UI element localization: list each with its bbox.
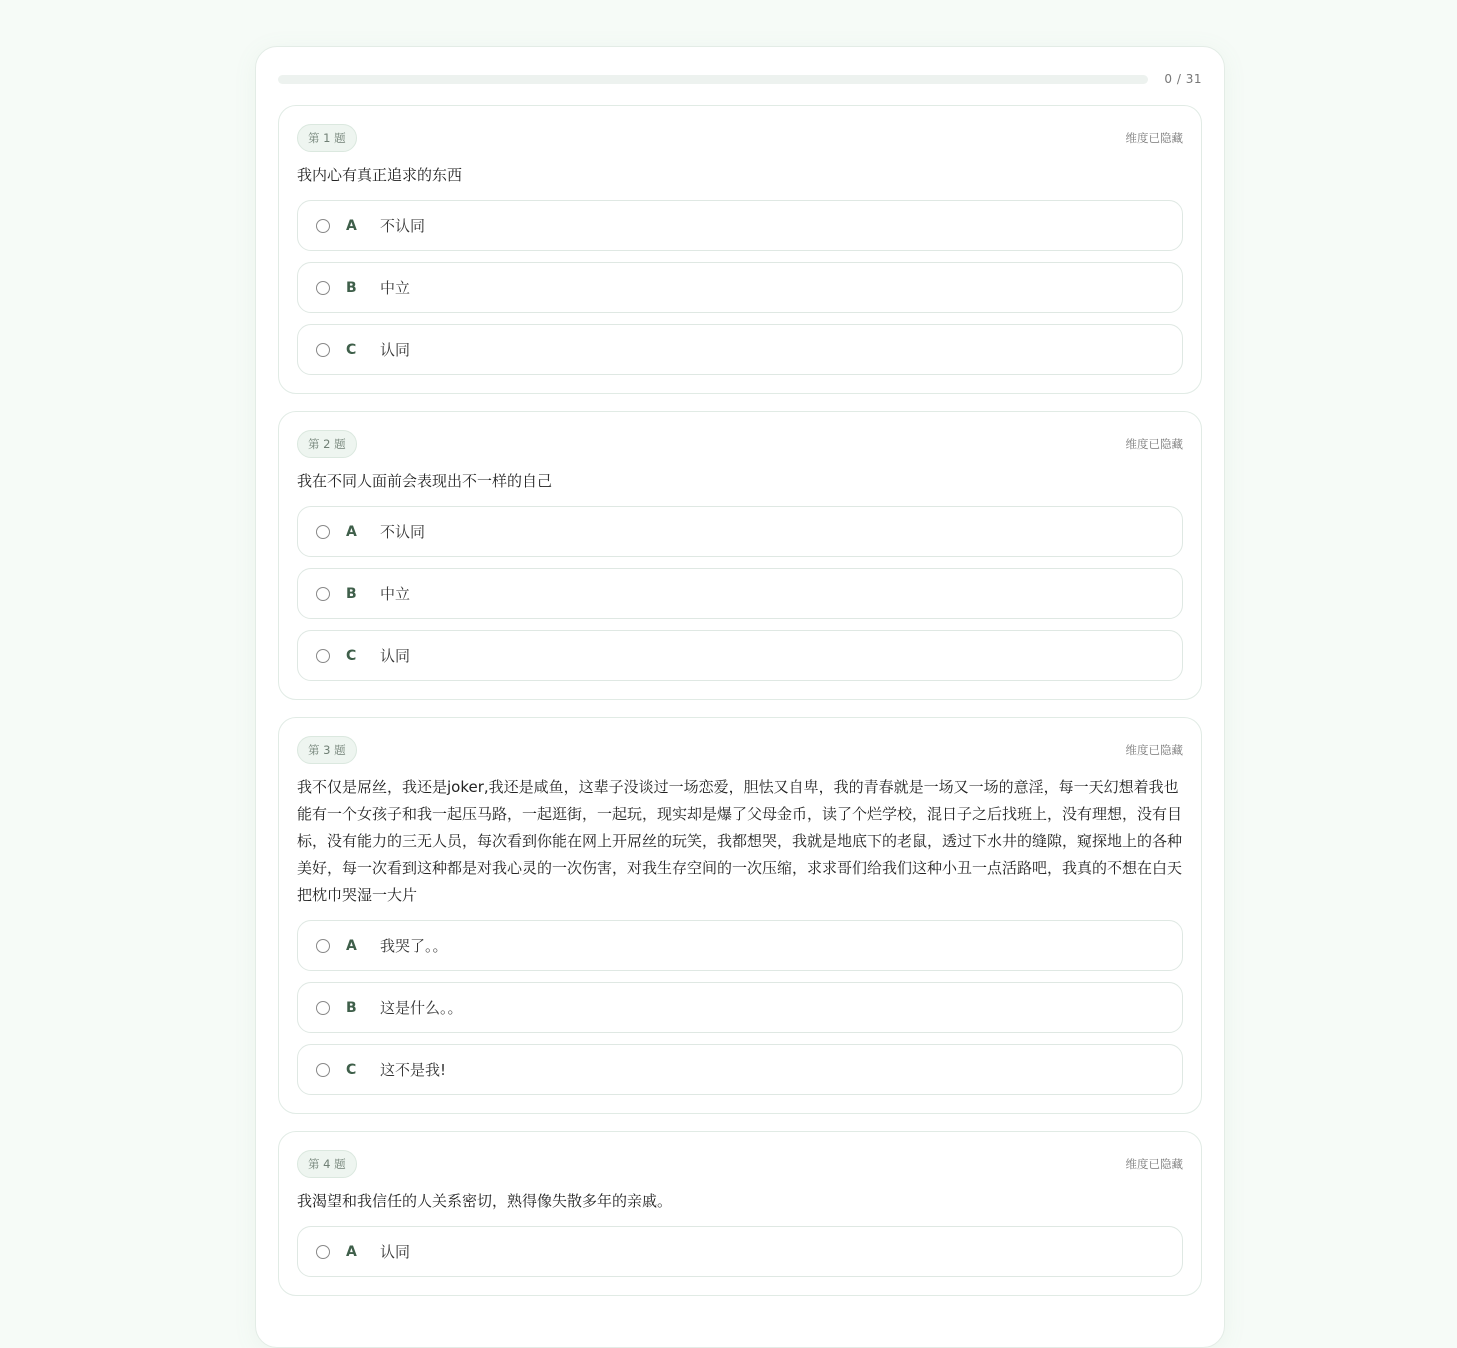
question-text: 我渴望和我信任的人关系密切，熟得像失散多年的亲戚。 — [297, 1192, 673, 1210]
option-list — [297, 1226, 1183, 1277]
option-c[interactable] — [297, 1044, 1183, 1095]
progress-row — [278, 69, 1202, 89]
progress-text: 0 / 31 — [1164, 72, 1202, 86]
radio-icon[interactable] — [316, 281, 330, 295]
option-letter: A — [346, 217, 357, 234]
option-label: 认同 — [380, 647, 411, 665]
option-label: 认同 — [380, 1243, 411, 1261]
option-label: 中立 — [380, 585, 411, 603]
option-b[interactable] — [297, 982, 1183, 1033]
option-label: 我哭了。。 — [380, 937, 448, 955]
question-card — [278, 1131, 1202, 1296]
dimension-hidden-label: 维度已隐藏 — [1125, 743, 1183, 757]
option-label: 中立 — [380, 279, 411, 297]
option-letter: A — [346, 523, 357, 540]
option-label: 这是什么。。 — [380, 999, 463, 1017]
option-b[interactable] — [297, 262, 1183, 313]
option-label: 不认同 — [380, 523, 426, 541]
radio-icon[interactable] — [316, 525, 330, 539]
option-list — [297, 200, 1183, 375]
question-text: 我不仅是屌丝，我还是joker,我还是咸鱼，这辈子没谈过一场恋爱，胆怯又自卑，我的青春就是一场又一场的意淫，每一天幻想着我也能有一个女孩子和我一起压马路，一起逛街，一起玩，现实却是爆了父母金币，读了个烂学校，混日子之后找班上，没有理想，没有目标，没有能力的三无人员，每次看到你能在网上开屌丝的玩笑，我都想哭，我就是地底下的老鼠，透过下水井的缝隙，窥探地上的各种美好，每一次看到这种都是对我心灵的一次伤害，对我生存空间的一次压缩，求求哥们给我们这种小丑一点活路吧，我真的不想在白天把枕巾哭湿一大片 — [297, 778, 1183, 904]
question-header — [297, 1150, 1183, 1178]
option-letter: C — [346, 647, 357, 664]
question-number-tag: 第 4 题 — [297, 1150, 357, 1178]
option-a[interactable] — [297, 1226, 1183, 1277]
dimension-hidden-label: 维度已隐藏 — [1125, 1157, 1183, 1171]
question-header — [297, 736, 1183, 764]
question-header — [297, 430, 1183, 458]
question-card — [278, 411, 1202, 700]
option-list — [297, 920, 1183, 1095]
option-c[interactable] — [297, 630, 1183, 681]
quiz-container — [255, 46, 1225, 1348]
option-c[interactable] — [297, 324, 1183, 375]
radio-icon[interactable] — [316, 1063, 330, 1077]
radio-icon[interactable] — [316, 219, 330, 233]
progress-bar — [278, 75, 1148, 84]
option-label: 这不是我! — [380, 1061, 447, 1079]
option-a[interactable] — [297, 506, 1183, 557]
question-header — [297, 124, 1183, 152]
radio-icon[interactable] — [316, 1245, 330, 1259]
radio-icon[interactable] — [316, 587, 330, 601]
option-letter: C — [346, 1061, 357, 1078]
option-letter: A — [346, 937, 357, 954]
option-label: 认同 — [380, 341, 411, 359]
option-a[interactable] — [297, 200, 1183, 251]
question-number-tag: 第 1 题 — [297, 124, 357, 152]
question-card — [278, 717, 1202, 1114]
dimension-hidden-label: 维度已隐藏 — [1125, 131, 1183, 145]
dimension-hidden-label: 维度已隐藏 — [1125, 437, 1183, 451]
radio-icon[interactable] — [316, 343, 330, 357]
option-letter: A — [346, 1243, 357, 1260]
question-text: 我在不同人面前会表现出不一样的自己 — [297, 472, 553, 490]
option-letter: B — [346, 585, 357, 602]
question-card — [278, 105, 1202, 394]
radio-icon[interactable] — [316, 1001, 330, 1015]
question-text: 我内心有真正追求的东西 — [297, 166, 463, 184]
option-list — [297, 506, 1183, 681]
option-letter: B — [346, 999, 357, 1016]
radio-icon[interactable] — [316, 939, 330, 953]
option-letter: C — [346, 341, 357, 358]
question-number-tag: 第 2 题 — [297, 430, 357, 458]
question-number-tag: 第 3 题 — [297, 736, 357, 764]
option-b[interactable] — [297, 568, 1183, 619]
option-letter: B — [346, 279, 357, 296]
option-label: 不认同 — [380, 217, 426, 235]
question-list — [278, 105, 1202, 1296]
radio-icon[interactable] — [316, 649, 330, 663]
option-a[interactable] — [297, 920, 1183, 971]
